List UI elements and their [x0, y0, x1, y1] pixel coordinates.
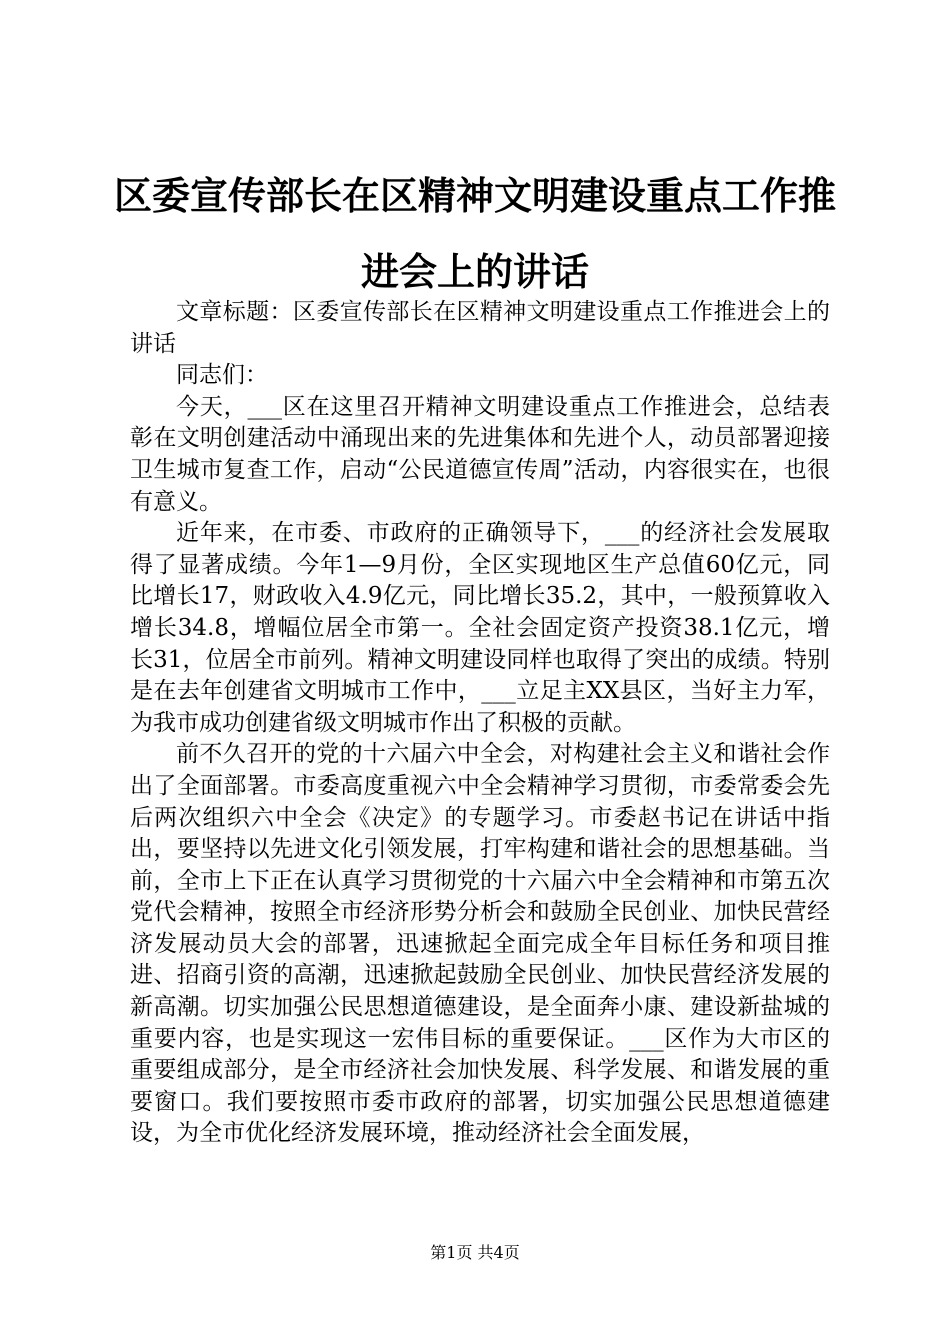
page-number-footer: 第1页 共4页 [430, 1243, 520, 1262]
body-paragraph: 近年来，在市委、市政府的正确领导下，___的经济社会发展取得了显著成绩。今年1—9月份，全区实现地区生产总值60亿元，同比增长17，财政收入4.9亿元，同比增长35.2，其中，一般预算收入增长34.8，增幅位居全市第一。全社会固定资产投资38.1亿元，增长31，位居全市前列。精神文明建设同样也取得了突出的成绩。特别是在去年创建省文明城市工作中，___立足主XX县区，当好主力军，为我市成功创建省级文明城市作出了积极的贡献。 [130, 520, 830, 736]
article-title-line: 文章标题：区委宣传部长在区精神文明建设重点工作推进会上的讲话 [130, 299, 830, 357]
document-body [130, 297, 830, 1150]
body-paragraph: 前不久召开的党的十六届六中全会，对构建社会主义和谐社会作出了全面部署。市委高度重视六中全会精神学习贯彻，市委常委会先后两次组织六中全会《决定》的专题学习。市委赵书记在讲话中指出，要坚持以先进文化引领发展，打牢构建和谐社会的思想基础。当前，全市上下正在认真学习贯彻党的十六届六中全会精神和市第五次党代会精神，按照全市经济形势分析会和鼓励全民创业、加快民营经济发展动员大会的部署，迅速掀起全面完成全年目标任务和项目推进、招商引资的高潮，迅速掀起鼓励全民创业、加快民营经济发展的新高潮。切实加强公民思想道德建设，是全面奔小康、建设新盐城的重要内容，也是实现这一宏伟目标的重要保证。___区作为大市区的重要组成部分，是全市经济社会加快发展、科学发展、和谐发展的重要窗口。我们要按照市委市政府的部署，切实加强公民思想道德建设，为全市优化经济发展环境，推动经济社会全面发展， [130, 741, 830, 1147]
body-paragraph: 今天，___区在这里召开精神文明建设重点工作推进会，总结表彰在文明创建活动中涌现出来的先进集体和先进个人，动员部署迎接卫生城市复查工作，启动“公民道德宣传周”活动，内容很实在，也很有意义。 [130, 393, 830, 515]
document-title: 区委宣传部长在区精神文明建设重点工作推进会上的讲话 [113, 174, 836, 294]
salutation: 同志们： [176, 362, 268, 389]
